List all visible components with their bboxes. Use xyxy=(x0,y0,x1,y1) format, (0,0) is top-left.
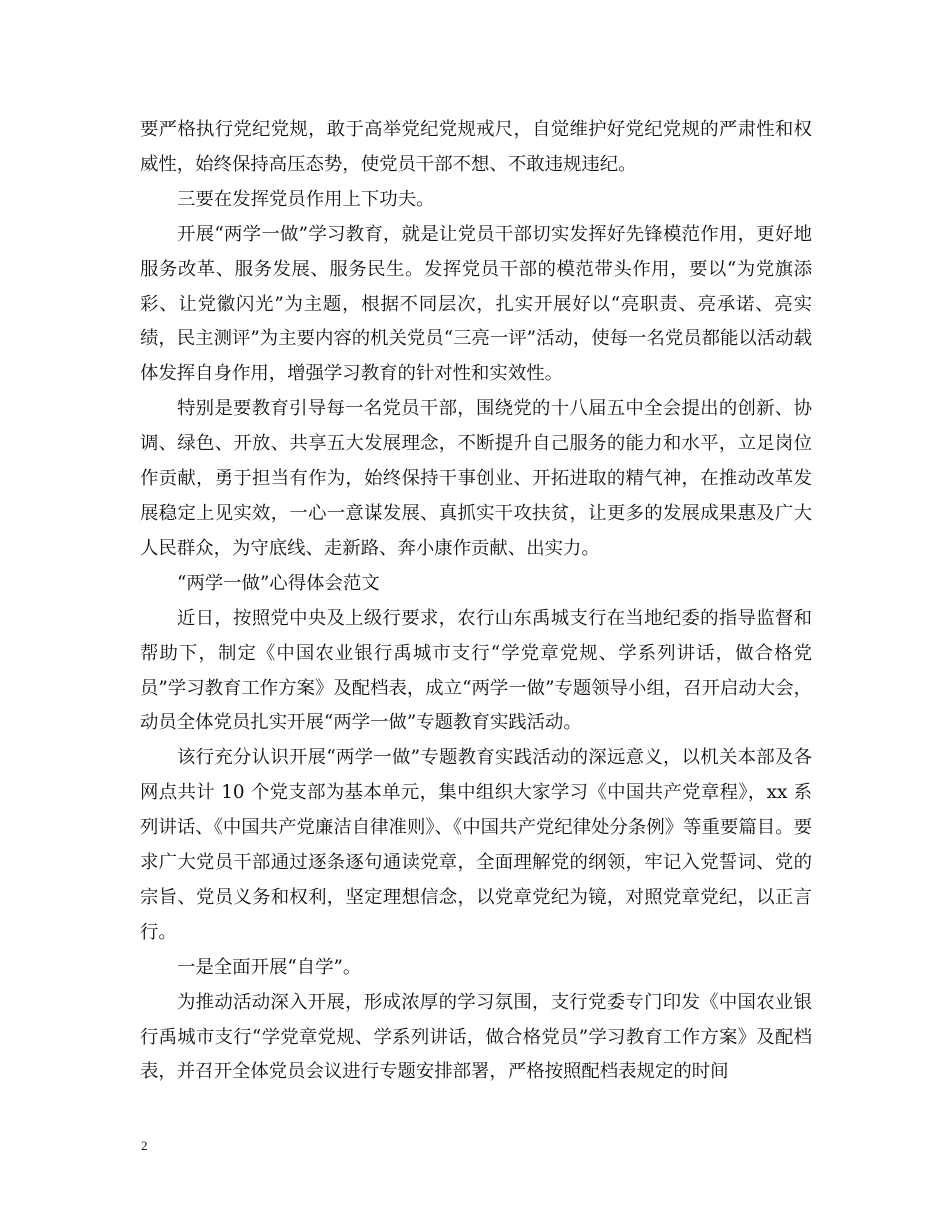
paragraph: 为推动活动深入开展，形成浓厚的学习氛围，支行党委专门印发《中国农业银行禹城市支行“学党章党规、学系列讲话，做合格党员”学习教育工作方案》及配档表，并召开全体党员会议进行专题安排部署，严格按照配档表规定的时间 xyxy=(140,991,812,1083)
paragraph: 该行充分认识开展“两学一做”专题教育实践活动的深远意义，以机关本部及各网点共计 10 个党支部为基本单元，集中组织大家学习《中国共产党章程》，xx 系列讲话、《中国共产党廉洁自律准则》、《中国共产党纪律处分条例》等重要篇目。要求广大党员干部通过逐条逐句通读党章，全面理解党的纲领，牢记入党誓词、党的宗旨、党员义务和权利，坚定理想信念，以党章党纪为镜，对照党章党纪，以正言行。 xyxy=(140,747,812,943)
paragraph: 近日，按照党中央及上级行要求，农行山东禹城支行在当地纪委的指导监督和帮助下，制定《中国农业银行禹城市支行“学党章党规、学系列讲话，做合格党员”学习教育工作方案》及配档表，成立“两学一做”专题领导小组，召开启动大会，动员全体党员扎实开展“两学一做”专题教育实践活动。 xyxy=(140,607,812,734)
section-heading: 三要在发挥党员作用上下功夫。 xyxy=(177,188,435,210)
paragraph: 要严格执行党纪党规，敢于高举党纪党规戒尺，自觉维护好党纪党规的严肃性和权威性，始终保持高压态势，使党员干部不想、不敢违规违纪。 xyxy=(140,119,812,175)
document-body xyxy=(140,113,812,1090)
paragraph: 开展“两学一做”学习教育，就是让党员干部切实发挥好先锋模范作用，更好地服务改革、服务发展、服务民生。发挥党员干部的模范带头作用，要以“为党旗添彩、让党徽闪光”为主题，根据不同层次，扎实开展好以“亮职责、亮承诺、亮实绩，民主测评”为主要内容的机关党员“三亮一评”活动，使每一名党员都能以活动载体发挥自身作用，增强学习教育的针对性和实效性。 xyxy=(140,223,812,385)
page-number: 2 xyxy=(141,1138,148,1153)
article-title: “两学一做”心得体会范文 xyxy=(177,572,380,594)
paragraph: 特别是要教育引导每一名党员干部，围绕党的十八届五中全会提出的创新、协调、绿色、开放、共享五大发展理念，不断提升自己服务的能力和水平，立足岗位作贡献，勇于担当有作为，始终保持干事创业、开拓进取的精气神，在推动改革发展稳定上见实效，一心一意谋发展、真抓实干攻扶贫，让更多的发展成果惠及广大人民群众，为守底线、走新路、奔小康作贡献、出实力。 xyxy=(140,398,812,559)
section-heading: 一是全面开展“自学”。 xyxy=(177,956,362,978)
